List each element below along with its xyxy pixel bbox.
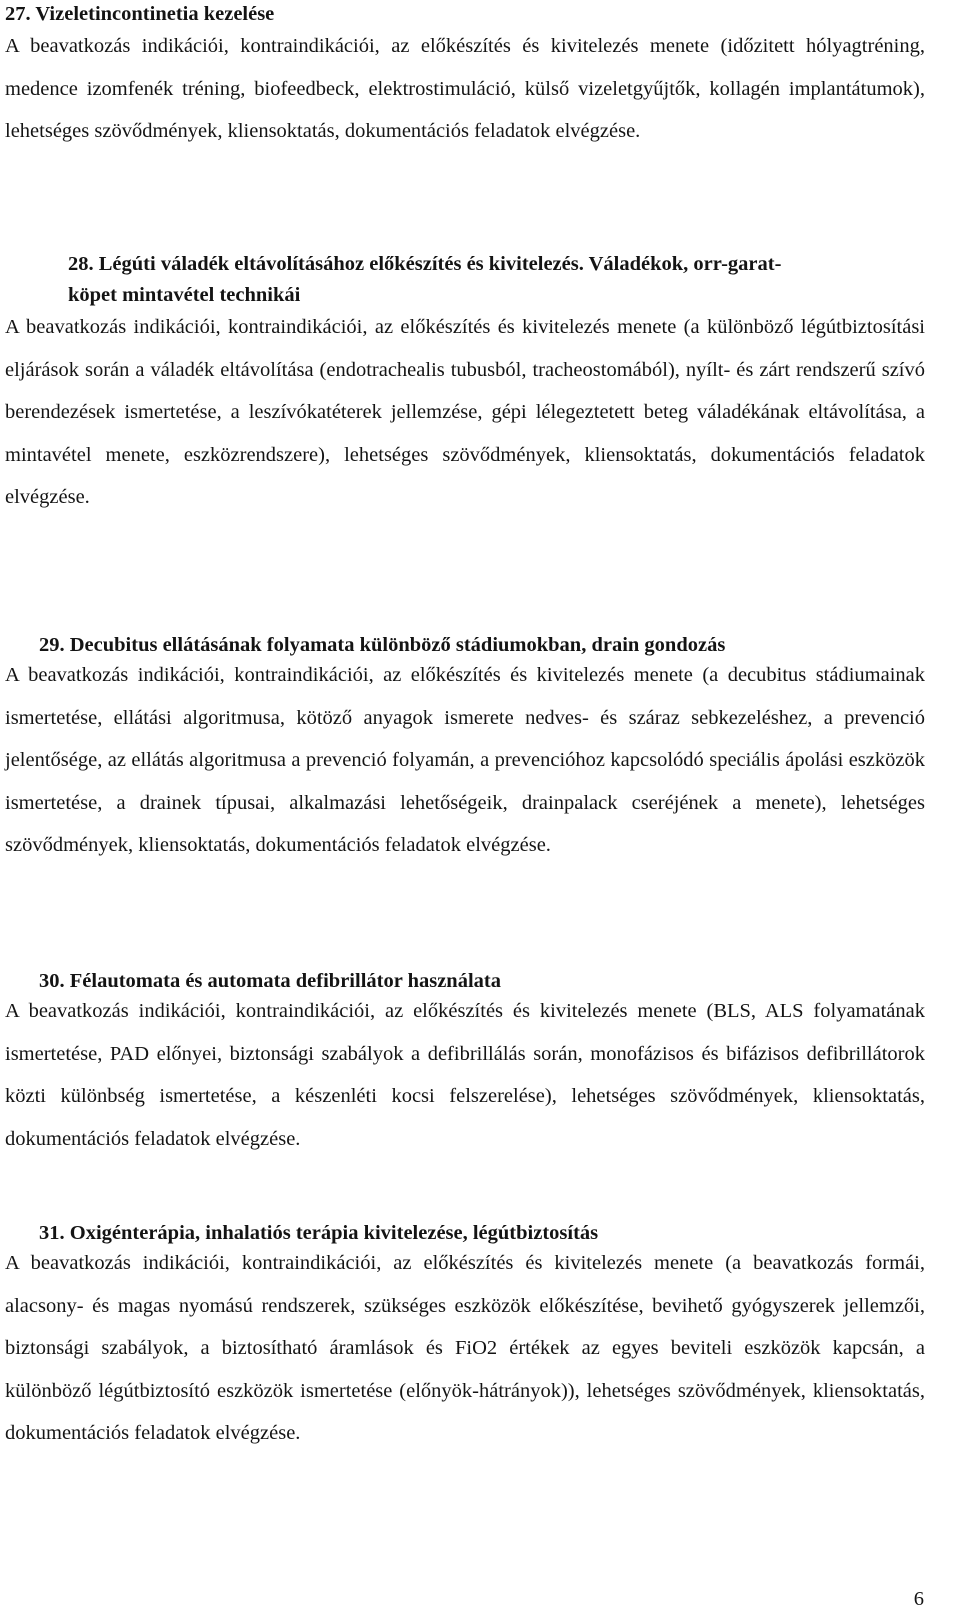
section-31 [5, 1218, 925, 1455]
section-body: A beavatkozás indikációi, kontraindikációi, az előkészítés és kivitelezés menete (BLS, ALS folyamatának ismertetése, PAD előnyei, biztonsági szabályok a defibrillálás során, monofázisos és bifázisos defibrillátorok közti különbség ismertetése, a készenléti kocsi felszerelése), lehetséges szövődmények, kliensoktatás, dokumentációs feladatok elvégzése. [5, 1000, 925, 1150]
section-number: 31. [39, 1222, 65, 1244]
section-29 [5, 630, 925, 867]
section-title: Vizeletincontinetia kezelése [35, 3, 275, 25]
section-28 [5, 248, 925, 519]
section-body: A beavatkozás indikációi, kontraindikációi, az előkészítés és kivitelezés menete (a decubitus stádiumainak ismertetése, ellátási algoritmusa, kötöző anyagok ismerete nedves- és száraz sebkezeléshez, a prevenció jelentősége, az ellátás algoritmusa a prevenció folyamán, a prevencióhoz kapcsolódó speciális ápolási eszközök ismertetése, a drainek típusai, alkalmazási lehetőségeik, drainpalack cseréjének a menete), lehetséges szövődmények, kliensoktatás, dokumentációs feladatok elvégzése. [5, 664, 925, 856]
section-number: 30. [39, 970, 65, 992]
section-number: 29. [39, 634, 65, 656]
section-title: Oxigénterápia, inhalatiós terápia kivitelezése, légútbiztosítás [69, 1222, 599, 1244]
section-27 [5, 0, 925, 153]
section-body: A beavatkozás indikációi, kontraindikációi, az előkészítés és kivitelezés menete (a különböző légútbiztosítási eljárások során a váladék eltávolítása (endotrachealis tubusból, tracheostomából), nyílt- és zárt rendszerű szívó berendezések ismertetése, a leszívókatéterek jellemzése, gépi lélegeztetett beteg váladékának eltávolítása, a mintavétel menete, eszközrendszere), lehetséges szövődmények, kliensoktatás, dokumentációs feladatok elvégzése. [5, 316, 925, 508]
section-heading [5, 0, 925, 28]
page-number: 6 [913, 1588, 924, 1610]
section-title: Félautomata és automata defibrillátor használata [69, 970, 501, 992]
section-number: 28. [68, 253, 94, 275]
section-body: A beavatkozás indikációi, kontraindikációi, az előkészítés és kivitelezés menete (a beavatkozás formái, alacsony- és magas nyomású rendszerek, szükséges eszközök előkészítése, bevihető gyógyszerek jellemzői, biztonsági szabályok, a biztosítható áramlások és FiO2 értékek az egyes beviteli eszközök kapcsán, a különböző légútbiztosító eszközök ismertetése (előnyök-hátrányok)), lehetséges szövődmények, kliensoktatás, dokumentációs feladatok elvégzése. [5, 1252, 925, 1444]
section-body: A beavatkozás indikációi, kontraindikációi, az előkészítés és kivitelezés menete (időzitett hólyagtréning, medence izomfenék tréning, biofeedbeck, elektrostimuláció, külső vizeletgyűjtők, kollagén implantátumok), lehetséges szövődmények, kliensoktatás, dokumentációs feladatok elvégzése. [5, 35, 925, 142]
section-number: 27. [5, 3, 31, 25]
section-heading [5, 248, 925, 280]
section-title: Decubitus ellátásának folyamata különböző stádiumokban, drain gondozás [69, 634, 726, 656]
section-title-line-1: Légúti váladék eltávolításához előkészítés és kivitelezés. Váladékok, orr-garat- [98, 253, 782, 275]
section-title-line-2: köpet mintavétel technikái [68, 284, 301, 306]
section-30 [5, 966, 925, 1160]
